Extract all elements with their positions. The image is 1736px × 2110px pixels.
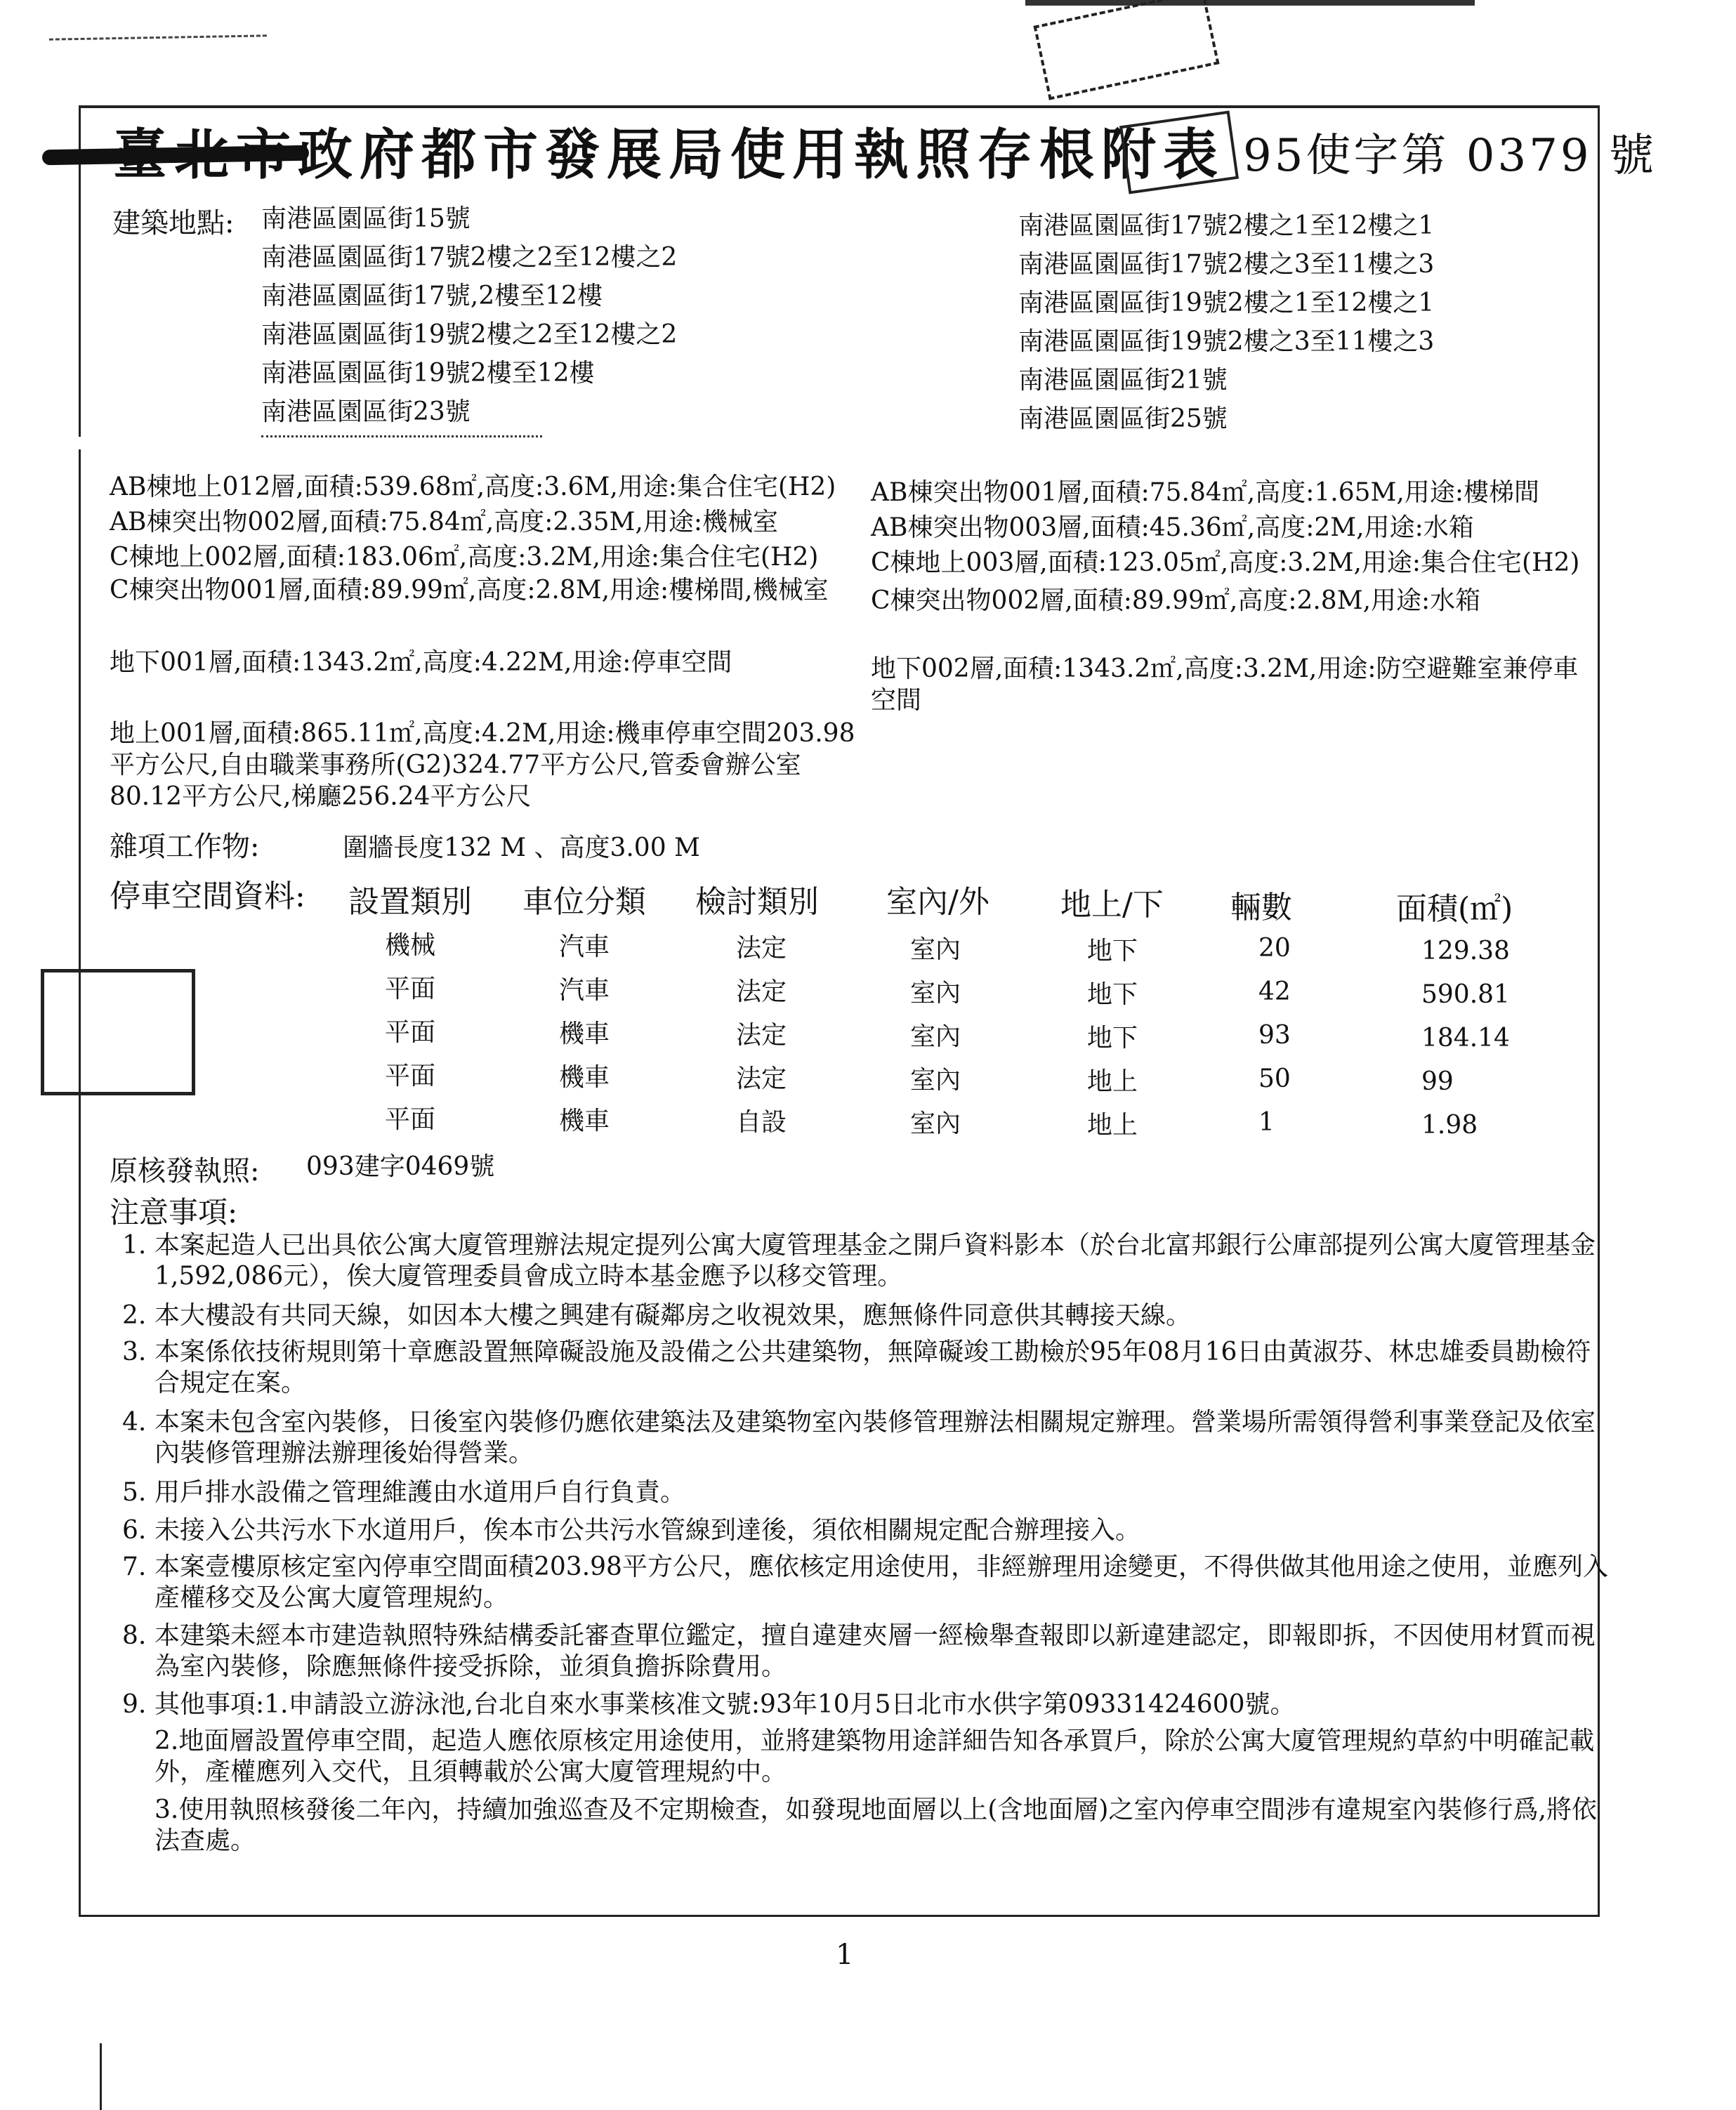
table-cell: 590.81 — [1421, 980, 1510, 1009]
table-cell: 法定 — [736, 1064, 787, 1093]
table-cell: 地上 — [1087, 1111, 1138, 1140]
scan-noise-top-right — [1025, 0, 1475, 6]
floor-right-5: 地下002層,面積:1343.2㎡,高度:3.2M,用途:防空避難室兼停車空間 — [871, 654, 1579, 715]
table-cell: 機車 — [559, 1107, 610, 1135]
note-text: 本建築未經本市建造執照特殊結構委託審查單位鑑定，擅自違建夾層一經檢舉查報即以新違建認定，即報即拆，不因使用材質而視為室內裝修，除應無條件接受拆除，並須負擔拆除費用。 — [154, 1621, 1596, 1681]
table-cell: 50 — [1258, 1064, 1291, 1093]
note-item — [122, 1407, 1615, 1469]
note-item — [122, 1477, 1615, 1508]
address-right-1: 南港區園區街17號2樓之1至12樓之1 — [1018, 211, 1435, 240]
note-item — [122, 1300, 1615, 1331]
floor-left-5: 地下001層,面積:1343.2㎡,高度:4.22M,用途:停車空間 — [110, 648, 732, 677]
note-item — [122, 1552, 1615, 1614]
original-license-label: 原核發執照: — [110, 1155, 260, 1187]
table-cell: 地上 — [1087, 1067, 1138, 1096]
table-cell: 汽車 — [559, 932, 610, 961]
table-cell: 129.38 — [1421, 937, 1510, 965]
original-license-value: 093建字0469號 — [306, 1152, 495, 1181]
note-number: 6. — [122, 1516, 147, 1545]
note-number: 5. — [122, 1478, 147, 1507]
address-left-3: 南港區園區街17號,2樓至12樓 — [261, 282, 603, 310]
table-cell: 室內 — [910, 1066, 961, 1095]
note-text: 未接入公共污水下水道用戶，俟本市公共污水管線到達後，須依相關規定配合辦理接入。 — [154, 1516, 1141, 1545]
truncated-address-row — [261, 435, 542, 444]
address-right-6: 南港區園區街25號 — [1018, 404, 1228, 433]
table-cell: 室內 — [910, 935, 961, 964]
address-right-3: 南港區園區街19號2樓之1至12樓之1 — [1018, 289, 1435, 317]
table-cell: 99 — [1421, 1067, 1454, 1096]
table-cell: 地下 — [1087, 1024, 1138, 1053]
note-sub-item: 3.使用執照核發後二年內，持續加強巡查及不定期檢查，如發現地面層以上(含地面層)之室內停車空間涉有違規室內裝修行爲,將依法查處。 — [154, 1795, 1597, 1855]
parking-label: 停車空間資料: — [110, 878, 305, 914]
table-cell: 地下 — [1087, 980, 1138, 1009]
floor-left-6: 地上001層,面積:865.11㎡,高度:4.2M,用途:機車停車空間203.98平方公尺,自由職業事務所(G2)324.77平方公尺,管委會辦公室80.12平方公尺,梯廳256.24平方公尺 — [110, 719, 855, 811]
note-item — [122, 1515, 1615, 1546]
note-item — [122, 1337, 1615, 1399]
parking-header-type: 設置類別 — [348, 884, 472, 920]
note-sub-item: 2.地面層設置停車空間，起造人應依原核定用途使用，並將建築物用途詳細告知各承買戶，除於公寓大廈管理規約草約中明確記載外，產權應列入交代，且須轉載於公寓大廈管理規約中。 — [154, 1727, 1595, 1786]
floor-left-2: AB棟突出物002層,面積:75.84㎡,高度:2.35M,用途:機械室 — [110, 508, 778, 536]
seal-stamp-top — [1033, 0, 1219, 100]
floor-left-1: AB棟地上012層,面積:539.68㎡,高度:3.6M,用途:集合住宅(H2) — [110, 473, 836, 501]
note-item — [122, 1230, 1615, 1292]
note-text: 本案壹樓原核定室內停車空間面積203.98平方公尺，應依核定用途使用，非經辦理用途變更，不得供做其他用途之使用，並應列入產權移交及公寓大廈管理規約。 — [154, 1552, 1608, 1612]
address-left-4: 南港區園區街19號2樓之2至12樓之2 — [261, 320, 678, 349]
parking-header-indoor: 室內/外 — [886, 884, 989, 920]
parking-header-vehicle: 車位分類 — [522, 884, 646, 920]
scan-noise-top-left — [49, 34, 267, 50]
note-number: 9. — [122, 1690, 147, 1719]
note-text: 其他事項:1.申請設立游泳池,台北自來水事業核准文號:93年10月5日北市水供字第09331424600號。 — [154, 1690, 1296, 1719]
note-text: 本案起造人已出具依公寓大廈管理辦法規定提列公寓大廈管理基金之開戶資料影本（於台北富邦銀行公庫部提列公寓大廈管理基金1,592,086元），俟大廈管理委員會成立時本基金應予以移交管理。 — [154, 1231, 1596, 1291]
table-cell: 法定 — [736, 977, 787, 1006]
table-cell: 機車 — [559, 1063, 610, 1092]
notes-label: 注意事項: — [110, 1195, 238, 1229]
note-number: 7. — [122, 1552, 147, 1581]
table-cell: 室內 — [910, 1022, 961, 1051]
scan-edge-line — [100, 2043, 102, 2110]
address-left-5: 南港區園區街19號2樓至12樓 — [261, 359, 595, 388]
table-cell: 42 — [1258, 977, 1291, 1006]
floor-left-3: C棟地上002層,面積:183.06㎡,高度:3.2M,用途:集合住宅(H2) — [110, 543, 819, 572]
note-number: 8. — [122, 1621, 147, 1650]
table-cell: 汽車 — [559, 976, 610, 1005]
parking-header-review: 檢討類別 — [695, 884, 819, 920]
table-cell: 1.98 — [1421, 1111, 1478, 1140]
parking-header-level: 地上/下 — [1060, 887, 1164, 923]
seal-stamp-left — [41, 969, 195, 1095]
address-right-5: 南港區園區街21號 — [1018, 366, 1228, 395]
table-cell: 法定 — [736, 1021, 787, 1050]
parking-header-count: 輛數 — [1230, 890, 1292, 925]
table-cell: 室內 — [910, 1109, 961, 1138]
table-cell: 20 — [1258, 934, 1291, 963]
address-label: 建築地點: — [112, 207, 235, 239]
misc-works-label: 雜項工作物: — [110, 831, 260, 863]
table-cell: 平面 — [385, 1018, 436, 1047]
note-text: 本案未包含室內裝修，日後室內裝修仍應依建築法及建築物室內裝修管理辦法相關規定辦理。營業場所需領得營利事業登記及依室內裝修管理辦法辦理後始得營業。 — [154, 1408, 1596, 1468]
floor-right-4: C棟突出物002層,面積:89.99㎡,高度:2.8M,用途:水箱 — [871, 586, 1481, 615]
address-left-6: 南港區園區街23號 — [261, 397, 471, 426]
frame-break — [77, 437, 90, 449]
floor-right-2: AB棟突出物003層,面積:45.36㎡,高度:2M,用途:水箱 — [871, 513, 1474, 542]
note-number: 4. — [122, 1408, 147, 1437]
table-cell: 地下 — [1087, 937, 1138, 965]
note-number: 1. — [122, 1231, 147, 1260]
table-cell: 平面 — [385, 1062, 436, 1090]
document-title: 臺北市政府都市發展局使用執照存根附表 — [112, 123, 1225, 187]
address-left-1: 南港區園區街15號 — [261, 204, 471, 233]
parking-header-area: 面積(㎡) — [1396, 891, 1513, 927]
table-cell: 平面 — [385, 975, 436, 1003]
table-cell: 平面 — [385, 1105, 436, 1134]
table-cell: 機車 — [559, 1020, 610, 1048]
table-cell: 93 — [1258, 1021, 1291, 1050]
address-right-4: 南港區園區街19號2樓之3至11樓之3 — [1018, 327, 1435, 356]
floor-right-1: AB棟突出物001層,面積:75.84㎡,高度:1.65M,用途:樓梯間 — [871, 478, 1539, 507]
misc-works-value: 圍牆長度132 M 、高度3.00 M — [343, 833, 700, 862]
table-cell: 自設 — [736, 1108, 787, 1137]
floor-left-4: C棟突出物001層,面積:89.99㎡,高度:2.8M,用途:樓梯間,機械室 — [110, 576, 829, 605]
note-text: 本案係依技術規則第十章應設置無障礙設施及設備之公共建築物，無障礙竣工勘檢於95年08月16日由黃淑芬、林忠雄委員勘檢符合規定在案。 — [154, 1338, 1591, 1397]
document-number: 95使字第 0379 號 — [1243, 130, 1657, 182]
table-cell: 法定 — [736, 934, 787, 963]
table-cell: 室內 — [910, 979, 961, 1008]
table-cell: 184.14 — [1421, 1024, 1510, 1053]
floor-right-3: C棟地上003層,面積:123.05㎡,高度:3.2M,用途:集合住宅(H2) — [871, 548, 1580, 577]
note-item — [122, 1621, 1615, 1682]
table-cell: 機械 — [385, 931, 436, 960]
note-text: 用戶排水設備之管理維護由水道用戶自行負責。 — [154, 1478, 686, 1507]
note-number: 2. — [122, 1301, 147, 1330]
note-number: 3. — [122, 1338, 147, 1366]
table-cell: 1 — [1258, 1108, 1275, 1137]
address-right-2: 南港區園區街17號2樓之3至11樓之3 — [1018, 250, 1435, 279]
page-number: 1 — [836, 1939, 854, 1971]
note-text: 本大樓設有共同天線，如因本大樓之興建有礙鄰房之收視效果，應無條件同意供其轉接天線。 — [154, 1301, 1192, 1330]
address-left-2: 南港區園區街17號2樓之2至12樓之2 — [261, 243, 678, 272]
note-item — [122, 1689, 1615, 1720]
